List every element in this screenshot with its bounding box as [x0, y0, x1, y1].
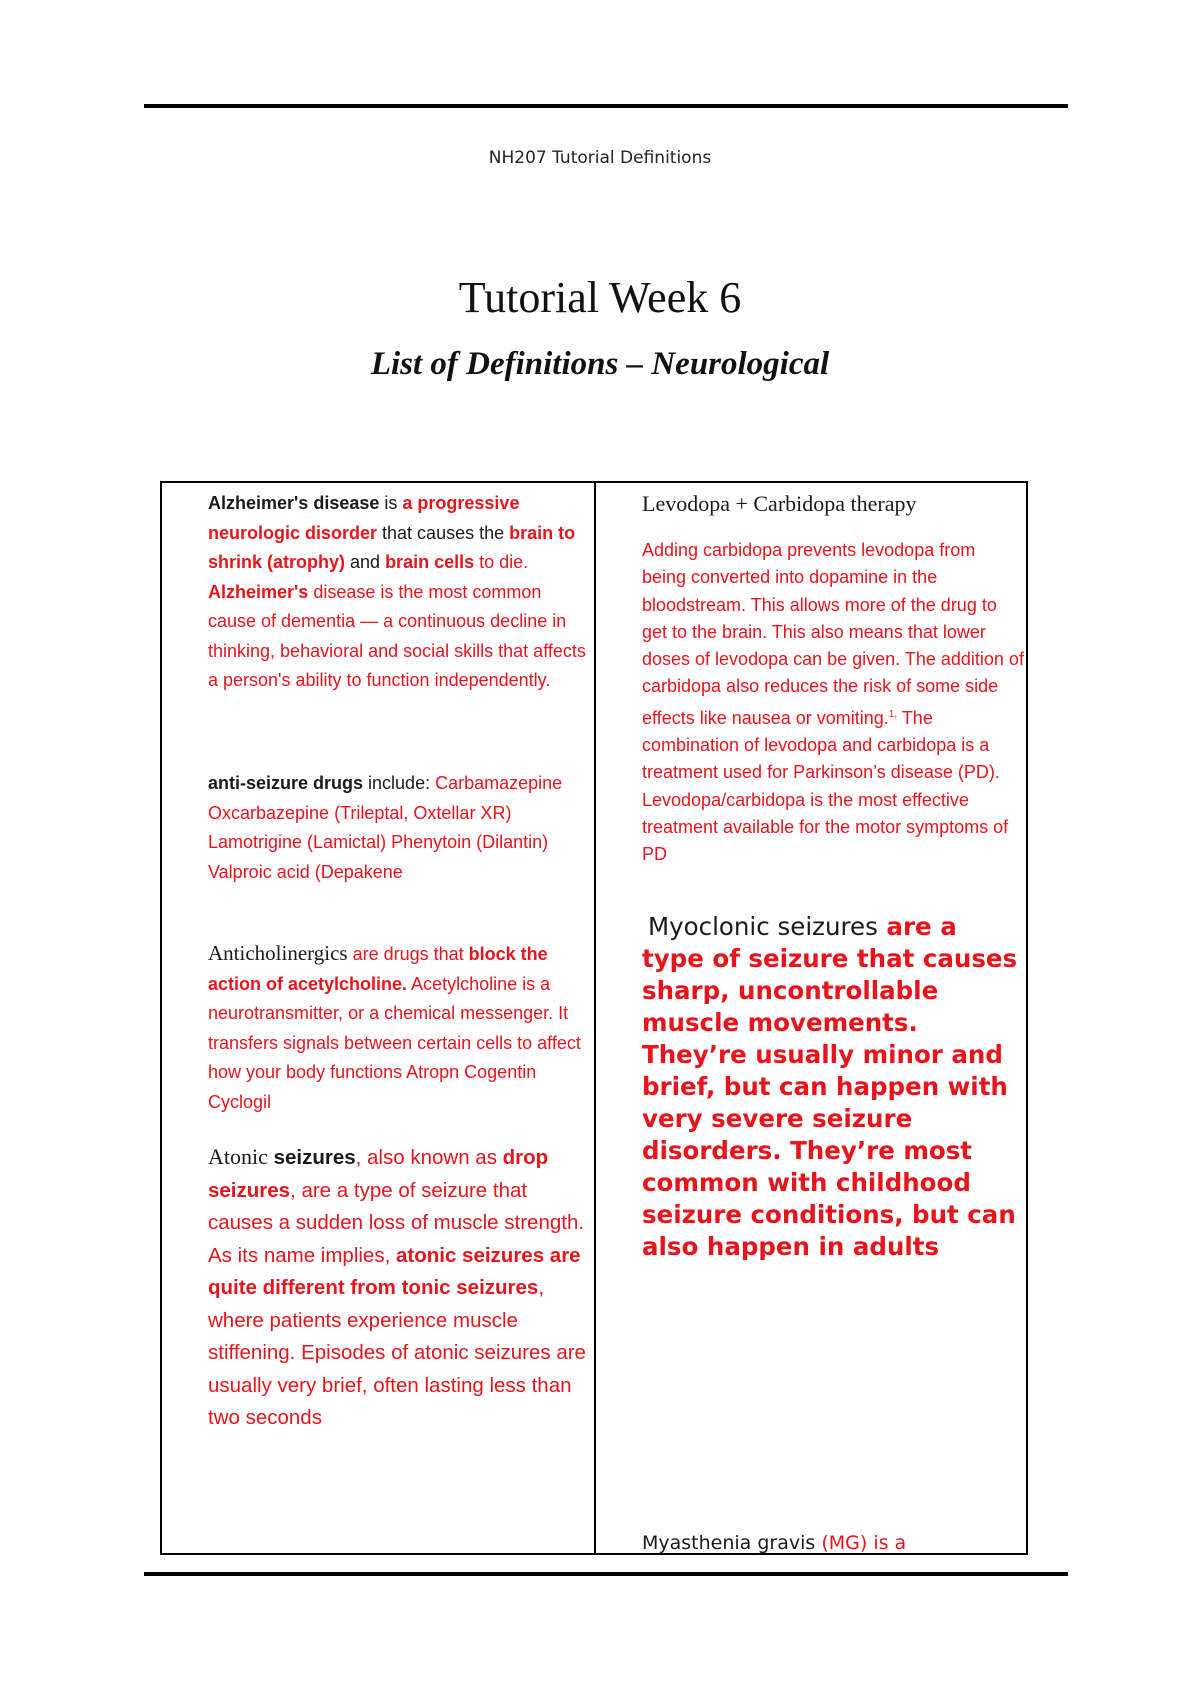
text-span: is [379, 493, 403, 513]
right-column [642, 483, 1024, 1553]
text-span: are a type of seizure that causes sharp, uncontrollable muscle movements. They’re usually minor and brief, but can happen with very severe seizure disorders. They’re most common with childhood seizure conditions, but can also happen in adults [642, 912, 1018, 1261]
atonic-seizures-definition [208, 1141, 588, 1435]
page-title: Tutorial Week 6 [458, 273, 742, 322]
text-span: The combination of levodopa and carbidopa is a treatment used for Parkinson’s disease (PD). Levodopa/carbidopa is the most effective treatment available for the motor symptoms of PD [642, 707, 1009, 865]
left-column [208, 483, 588, 1553]
column-divider [594, 483, 596, 1553]
text-span: Acetylcholine is a neurotransmitter, or a chemical messenger. It transfers signals between certain cells to affect how your body functions Atropn Cogentin Cyclogil [208, 973, 581, 1112]
text-span: (MG) [815, 1532, 868, 1553]
text-span: include: [363, 773, 436, 793]
term-alzheimers: Alzheimer's disease [208, 493, 380, 513]
text-span: to die. [474, 552, 529, 572]
text-span: and [345, 552, 386, 572]
top-rule [144, 104, 1068, 108]
term-anti-seizure: anti-seizure drugs [208, 773, 364, 793]
levodopa-carbidopa-definition [642, 537, 1024, 869]
text-span: Alzheimer's [208, 581, 309, 602]
footnote-ref: 1, [888, 708, 898, 720]
text-span: drop seizures [208, 1146, 549, 1202]
text-span: , also known as [355, 1146, 503, 1169]
term-anticholinergics: Anticholinergics [208, 941, 348, 965]
bottom-rule [144, 1572, 1068, 1576]
text-span: block the action of acetylcholine. [208, 944, 548, 994]
text-span: is a [867, 1532, 907, 1553]
text-span: that causes the [377, 522, 510, 543]
text-span: , are a type of seizure that causes a sudden loss of muscle strength. As its name implies, [208, 1178, 585, 1267]
text-span: atonic seizures are quite different from tonic seizures [208, 1243, 581, 1299]
myasthenia-gravis-definition [642, 1531, 1024, 1553]
page-header: NH207 Tutorial Definitions [488, 148, 712, 168]
page-subtitle: List of Definitions – Neurological [370, 346, 830, 382]
text-span: a progressive neurologic disorder [208, 493, 520, 543]
alzheimers-definition [208, 489, 588, 696]
text-span: disease is the most common cause of dementia — a continuous decline in thinking, behavioral and social skills that affects a person's ability to function independently. [208, 581, 586, 690]
term-myasthenia-gravis: Myasthenia gravis [642, 1532, 816, 1553]
text-span: Adding carbidopa prevents levodopa from being converted into dopamine in the bloodstream. This allows more of the drug to get to the brain. This also means that lower doses of levodopa can be given. The addition of carbidopa also reduces the risk of some side effects like nausea or vomiting. [642, 540, 1024, 728]
text-span: brain cells [385, 552, 475, 572]
definitions-table [160, 481, 1028, 1555]
text-span: brain to shrink (atrophy) [208, 522, 576, 572]
text-span: , where patients experience muscle stiffening. Episodes of atonic seizures are usually very brief, often lasting less than two seconds [208, 1276, 586, 1429]
text-span: seizures [267, 1146, 356, 1169]
text-span: are drugs that [347, 944, 469, 964]
term-myoclonic: Myoclonic seizures [648, 912, 878, 941]
text-span: Carbamazepine Oxcarbazepine (Trileptal, Oxtellar XR) Lamotrigine (Lamictal) Phenytoin (Dilantin) Valproic acid (Depakene [208, 773, 563, 882]
term-atonic: Atonic [208, 1144, 268, 1169]
anti-seizure-definition [208, 769, 588, 887]
myoclonic-seizures-definition [642, 911, 1024, 1263]
term-levodopa-carbidopa: Levodopa + Carbidopa therapy [642, 491, 917, 516]
anticholinergics-definition [208, 939, 588, 1117]
